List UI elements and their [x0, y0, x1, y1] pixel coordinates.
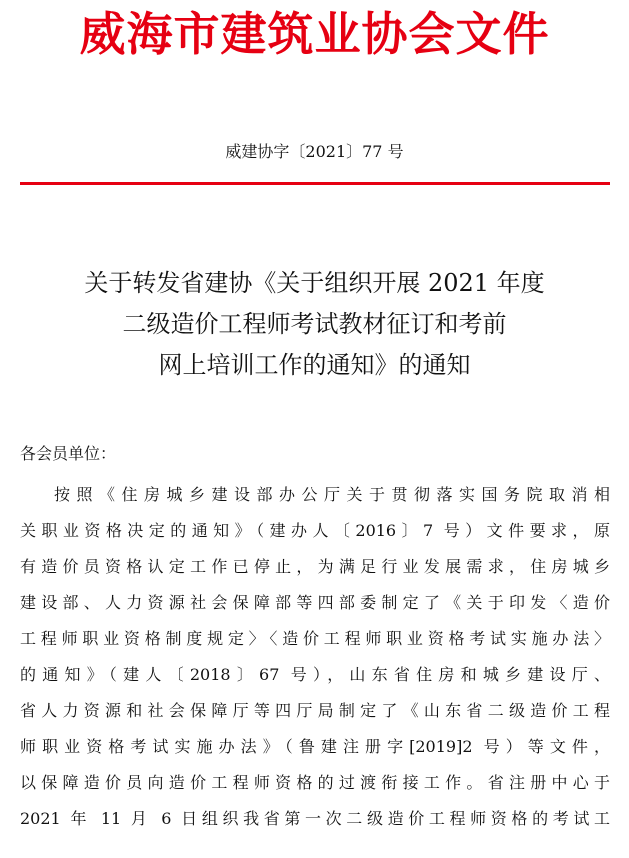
subject-line: 二级造价工程师考试教材征订和考前 — [122, 310, 507, 338]
body-paragraph — [20, 477, 610, 837]
header-divider — [20, 182, 610, 185]
body-line: 省人力资源和社会保障厅等四厅局制定了《山东省二级造价工程 — [20, 701, 610, 720]
body-line: 关职业资格决定的通知》（建办人〔2016〕7 号）文件要求，原 — [20, 521, 610, 540]
body-line: 按照《住房城乡建设部办公厅关于贯彻落实国务院取消相 — [54, 485, 610, 504]
body-line: 以保障造价员向造价工程师资格的过渡衔接工作。省注册中心于 — [20, 773, 610, 792]
document-subject — [0, 263, 629, 386]
document-number: 威建协字〔2021〕77 号 — [225, 142, 404, 161]
document-header-title: 威海市建筑业协会文件 — [79, 7, 550, 61]
body-line: 有造价员资格认定工作已停止，为满足行业发展需求，住房城乡 — [20, 557, 610, 576]
body-line: 建设部、人力资源社会保障部等四部委制定了《关于印发〈造价 — [20, 593, 610, 612]
body-line: 工程师职业资格制度规定〉〈造价工程师职业资格考试实施办法〉 — [20, 629, 610, 648]
subject-line: 关于转发省建协《关于组织开展 2021 年度 — [84, 269, 545, 297]
body-line: 2021 年 11 月 6 日组织我省第一次二级造价工程师资格的考试工 — [20, 809, 610, 828]
salutation: 各会员单位： — [20, 444, 117, 463]
subject-line: 网上培训工作的通知》的通知 — [158, 351, 471, 379]
body-line: 的通知》（建人〔2018〕67 号），山东省住房和城乡建设厅、 — [20, 665, 610, 684]
body-line: 师职业资格考试实施办法》（鲁建注册字[2019]2 号）等文件， — [20, 737, 610, 756]
